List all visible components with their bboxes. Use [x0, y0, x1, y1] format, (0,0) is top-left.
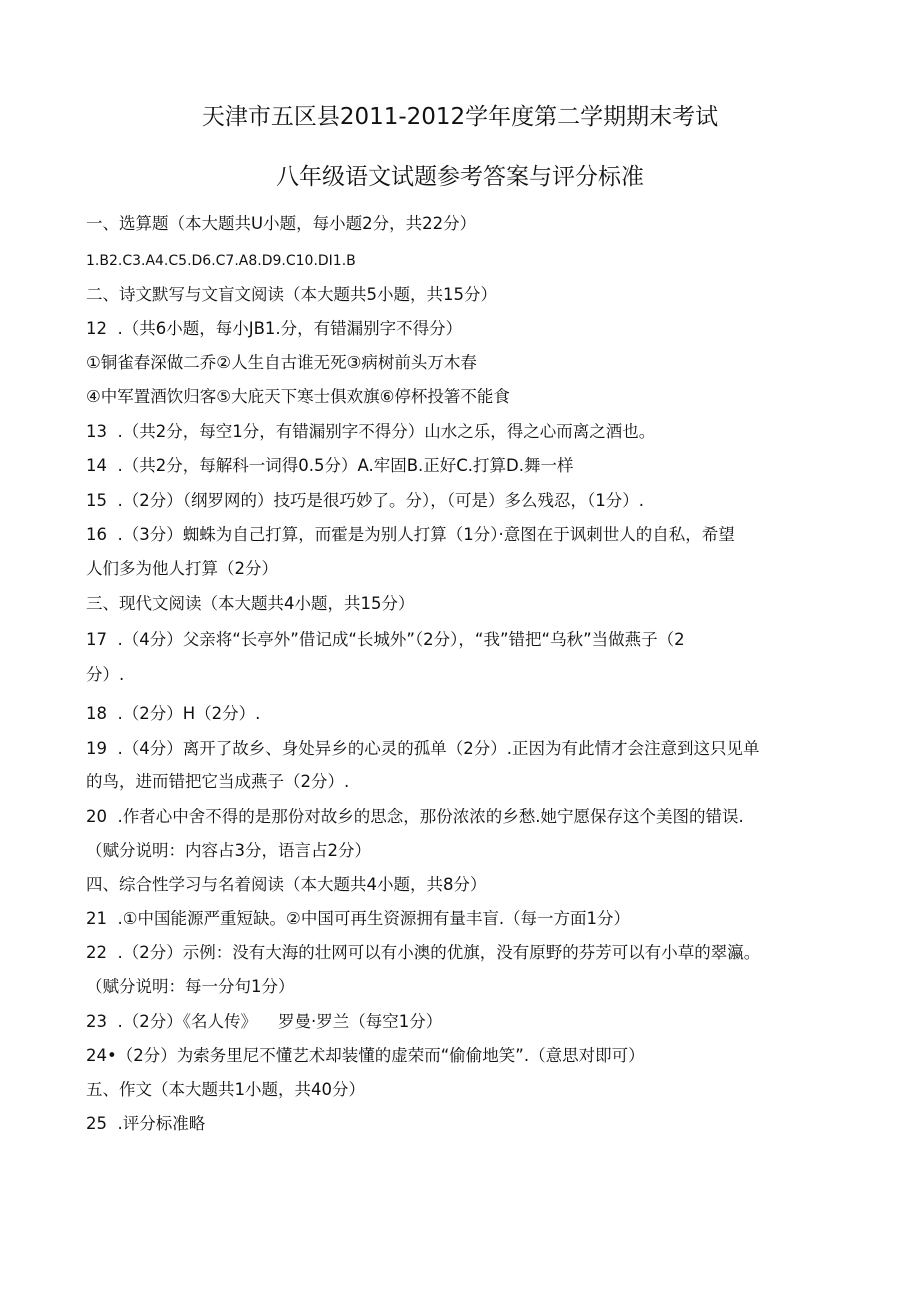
document-subtitle: 八年级语文试题参考答案与评分标准 [276, 164, 644, 190]
answer-line-continued: 分）. [86, 665, 125, 684]
answer-line: 15 .（2分）（纲罗网的）技巧是很巧妙了。分），（可是）多么残忍，（1分）. [86, 491, 644, 510]
answer-line: 23 .（2分）《名人传》 罗曼·罗兰（每空1分） [86, 1012, 443, 1031]
answer-line: 14 .（共2分，每解科一词得0.5分）A.牢固B.正好C.打算D.舞一样 [86, 456, 574, 475]
section-heading-3: 三、现代文阅读（本大题共4小题，共15分） [86, 594, 415, 613]
answer-line-continued: 人们多为他人打算（2分） [86, 559, 278, 578]
answer-line: 16 .（3分）蜘蛛为自己打算，而霍是为别人打算（1分）·意图在于讽刺世人的自私，希望 [86, 525, 735, 544]
answer-line: 13 .（共2分，每空1分，有错漏别字不得分）山水之乐，得之心而离之酒也。 [86, 422, 656, 441]
section-heading-1: 一、选算题（本大题共U小题，每小题2分，共22分） [86, 214, 477, 233]
answer-line: 24•（2分）为索务里尼不懂艺术却装懂的虚荣而“偷偷地笑”.（意思对即可） [86, 1046, 645, 1065]
section-heading-4: 四、综合性学习与名着阅读（本大题共4小题，共8分） [86, 875, 487, 894]
answer-line: ④中军置酒饮归客⑤大庇天下寒士俱欢旗⑥停杯投箸不能食 [86, 387, 510, 406]
answer-line: ①铜雀春深做二乔②人生自古谁无死③病树前头万木春 [86, 353, 477, 372]
answer-line: 22 .（2分）示例：没有大海的壮网可以有小澳的优旗，没有原野的芬芳可以有小草的翠瀛。 [86, 943, 761, 962]
answer-line-continued: （赋分说明：内容占3分，语言占2分） [86, 841, 371, 860]
answer-line: 21 .①中国能源严重短缺。②中国可再生资源拥有量丰盲.（每一方面1分） [86, 909, 631, 928]
answer-line: 20 .作者心中舍不得的是那份对故乡的思念，那份浓浓的乡愁.她宁愿保存这个美图的错误. [86, 807, 744, 826]
answer-line: 25 .评分标准略 [86, 1114, 206, 1133]
answer-line-continued: （赋分说明：每一分句1分） [86, 977, 295, 996]
answer-line: 19 .（4分）离开了故乡、身处异乡的心灵的孤单（2分）.正因为有此情才会注意到这只见单 [86, 739, 760, 758]
answer-line: 1.B2.C3.A4.C5.D6.C7.A8.D9.C10.DI1.B [86, 253, 356, 269]
answer-line: 12 .（共6小题，每小JB1.分，有错漏别字不得分） [86, 319, 463, 338]
section-heading-2: 二、诗文默写与文盲文阅读（本大题共5小题，共15分） [86, 285, 497, 304]
answer-line-continued: 的鸟，进而错把它当成燕子（2分）. [86, 772, 350, 791]
document-title: 天津市五区县2011-2012学年度第二学期期末考试 [201, 104, 719, 130]
section-heading-5: 五、作文（本大题共1小题，共40分） [86, 1080, 365, 1099]
answer-line: 17 .（4分）父亲将“长亭外”借记成“长城外”（2分），“我”错把“乌秋”当做燕子（2 [86, 630, 685, 649]
answer-line: 18 .（2分）H（2分）. [86, 704, 261, 723]
